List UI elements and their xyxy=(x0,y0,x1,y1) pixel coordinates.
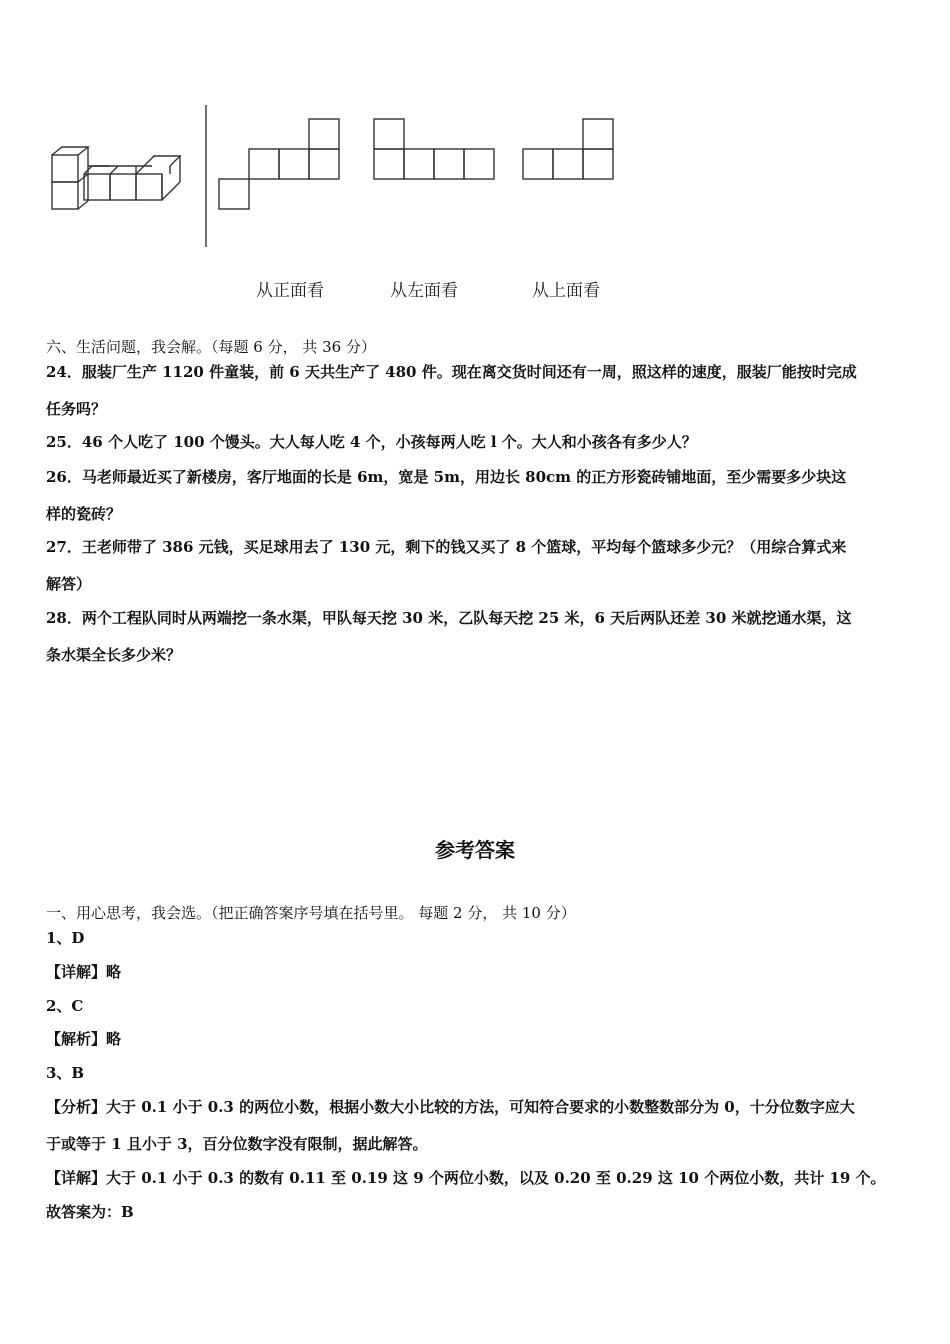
question-26-line2: 样的瓷砖？ xyxy=(46,505,122,523)
question-27-line2: 解答） xyxy=(46,575,92,593)
question-28-line1: 28．两个工程队同时从两端挖一条水渠，甲队每天挖 30 米，乙队每天挖 25 米，6 天后两队还差 30 米就挖通水渠，这 xyxy=(46,609,852,627)
left-view-label: 从左面看 xyxy=(390,281,458,301)
answer-3-analysis-line2: 于或等于 1 且小于 3，百分位数字没有限制，据此解答。 xyxy=(46,1135,428,1153)
question-25-line1: 25．46 个人吃了 100 个馒头。大人每人吃 4 个，小孩每两人吃 l 个。大人和小孩各有多少人？ xyxy=(46,433,697,451)
answer-3-detail: 【详解】大于 0.1 小于 0.3 的数有 0.11 至 0.19 这 9 个两位小数，以及 0.20 至 0.29 这 10 个两位小数，共计 19 个。 xyxy=(46,1169,886,1187)
front-view xyxy=(219,119,339,209)
top-view-label: 从上面看 xyxy=(532,281,600,301)
answers-section1-heading: 一、用心思考，我会选。（把正确答案序号填在括号里。 每题 2 分， 共 10 分） xyxy=(46,904,576,922)
answer-1: 1、D xyxy=(46,929,85,947)
question-28-line2: 条水渠全长多少米？ xyxy=(46,646,182,664)
question-24-line1: 24．服装厂生产 1120 件童装，前 6 天共生产了 480 件。现在离交货时间还有一周，照这样的速度，服装厂能按时完成 xyxy=(46,363,857,381)
section6-heading: 六、生活问题，我会解。（每题 6 分， 共 36 分） xyxy=(46,338,376,356)
answers-title: 参考答案 xyxy=(435,838,515,862)
top-view xyxy=(523,119,613,179)
answer-3-analysis-line1: 【分析】大于 0.1 小于 0.3 的两位小数，根据小数大小比较的方法，可知符合要求的小数整数部分为 0，十分位数字应大 xyxy=(46,1098,855,1116)
answer-2: 2、C xyxy=(46,997,84,1015)
left-view xyxy=(374,119,494,179)
question-27-line1: 27．王老师带了 386 元钱，买足球用去了 130 元，剩下的钱又买了 8 个篮球，平均每个篮球多少元？（用综合算式来 xyxy=(46,538,847,556)
question-26-line1: 26．马老师最近买了新楼房，客厅地面的长是 6m，宽是 5m，用边长 80cm 的正方形瓷砖铺地面，至少需要多少块这 xyxy=(46,468,847,486)
answer-3: 3、B xyxy=(46,1064,85,1082)
cube-solid xyxy=(52,147,180,209)
three-views-figure xyxy=(40,100,640,260)
answer-3-conclusion: 故答案为：B xyxy=(46,1203,134,1221)
answer-1-detail: 【详解】略 xyxy=(46,963,122,981)
front-view-label: 从正面看 xyxy=(256,281,324,301)
question-24-line2: 任务吗？ xyxy=(46,400,107,418)
answer-2-detail: 【解析】略 xyxy=(46,1030,122,1048)
